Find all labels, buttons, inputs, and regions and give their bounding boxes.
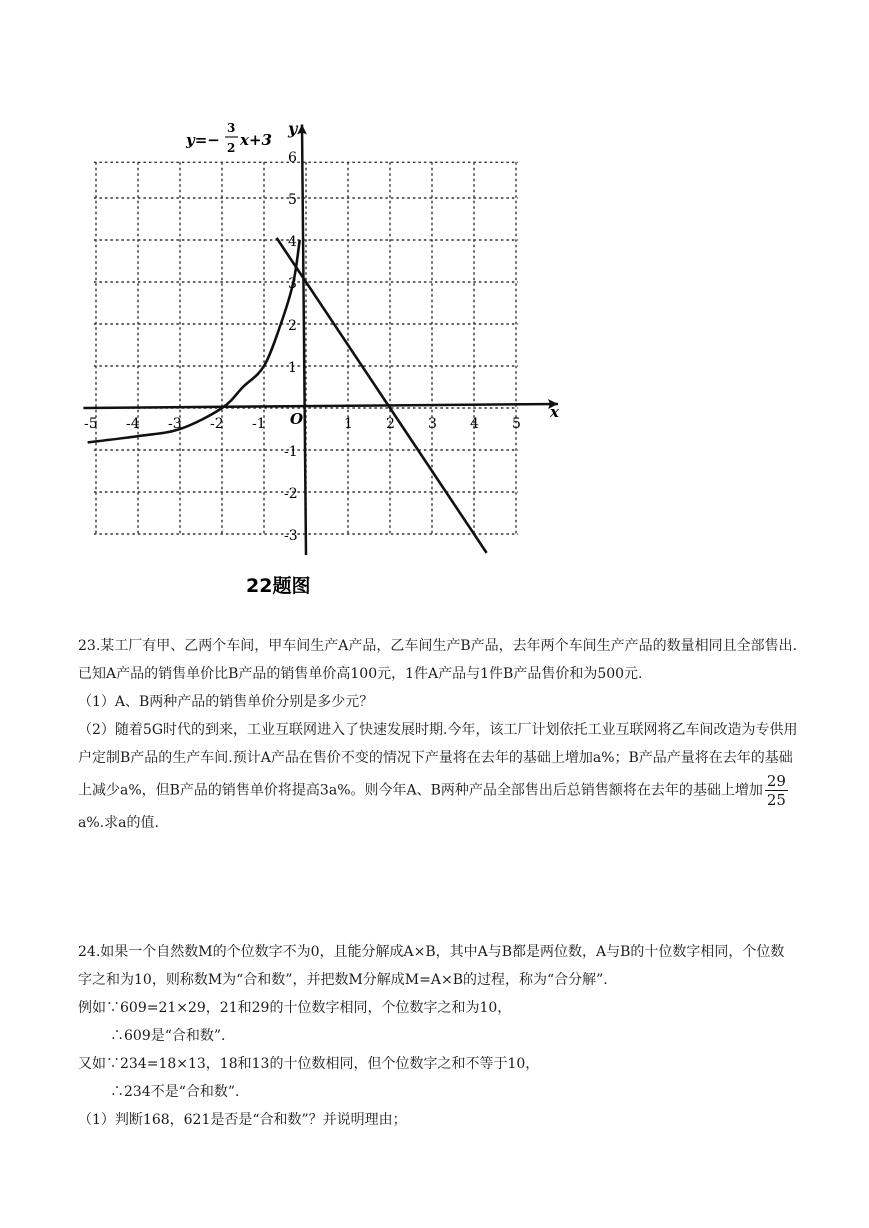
q24-example-2: 又如∵234=18×13，18和13的十位数相同，但个位数字之和不等于10， <box>78 1056 540 1072</box>
y-tick-label: 5 <box>288 192 297 208</box>
line-label-suffix: x+3 <box>240 131 272 149</box>
x-tick-label: 1 <box>344 416 353 432</box>
y-tick-label: 1 <box>288 360 297 376</box>
line-label-denominator: 2 <box>227 141 236 155</box>
figure-caption: 22题图 <box>246 575 311 597</box>
x-axis-label: x <box>550 403 559 421</box>
q24-example-1-conclusion: ∴609是“合和数”. <box>110 1028 226 1044</box>
x-tick-label: -1 <box>252 416 266 432</box>
q23-part1: （1）A、B两种产品的销售单价分别是多少元？ <box>78 694 374 710</box>
question-23 <box>78 632 798 837</box>
q23-part2 <box>78 716 798 837</box>
x-tick-label: 4 <box>470 416 479 432</box>
x-tick-label: -5 <box>84 416 98 432</box>
line-label-numerator: 3 <box>227 121 236 135</box>
line-label-prefix: y=− <box>186 131 220 149</box>
x-tick-label: 3 <box>428 416 437 432</box>
x-tick-label: -2 <box>210 416 224 432</box>
origin-label: O <box>290 410 304 428</box>
x-tick-label: -3 <box>168 416 182 432</box>
x-tick-label: -4 <box>126 416 140 432</box>
x-tick-label: 5 <box>512 416 521 432</box>
linear-function-line <box>277 238 487 553</box>
x-tick-label: 2 <box>386 416 395 432</box>
q23-fraction-numerator: 29 <box>766 772 786 790</box>
q23-fraction <box>765 772 788 809</box>
question-24 <box>78 938 798 1134</box>
y-tick-label: 3 <box>288 276 297 292</box>
q23-part2-text: （2）随着5G时代的到来，工业互联网进入了快速发展时期.今年，该工厂计划依托工业互联网将乙车间改造为专供用户定制B产品的生产车间.预计A产品在售价不变的情况下产量将在去年的基础上增加a%；B产品产量将在去年的基础上减少a%，但B产品的销售单价将提高3a%。则今年A、B两种产品全部售出后总销售额将在去年的基础上增加 <box>78 722 798 799</box>
q24-example-2-conclusion: ∴234不是“合和数”. <box>110 1084 240 1100</box>
q23-fraction-denominator: 25 <box>766 791 786 809</box>
function-graph-figure <box>78 112 578 602</box>
y-tick-label: 4 <box>288 234 297 250</box>
q23-intro: 23.某工厂有甲、乙两个车间，甲车间生产A产品，乙车间生产B产品，去年两个车间生产产品的数量相同且全部售出.已知A产品的销售单价比B产品的销售单价高100元，1件A产品与1件B产品售价和为500元. <box>78 638 798 682</box>
y-axis-label: y <box>288 119 298 138</box>
y-tick-label: -3 <box>284 528 298 544</box>
q23-part2-tail: a%.求a的值. <box>78 815 159 831</box>
coordinate-graph <box>78 112 578 602</box>
y-tick-label: 6 <box>288 150 297 166</box>
curve-series <box>88 240 300 442</box>
y-tick-label: 2 <box>288 318 297 334</box>
q24-part1: （1）判断168，621是否是“合和数”？并说明理由； <box>78 1112 407 1128</box>
q24-intro: 24.如果一个自然数M的个位数字不为0，且能分解成A×B，其中A与B都是两位数，A与B的十位数字相同，个位数字之和为10，则称数M为“合和数”，并把数M分解成M=A×B的过程，称为“合分解”. <box>78 944 785 988</box>
y-tick-label: -1 <box>284 444 298 460</box>
y-tick-label: -2 <box>284 486 298 502</box>
q24-example-1: 例如∵609=21×29，21和29的十位数字相同，个位数字之和为10， <box>78 1000 512 1016</box>
